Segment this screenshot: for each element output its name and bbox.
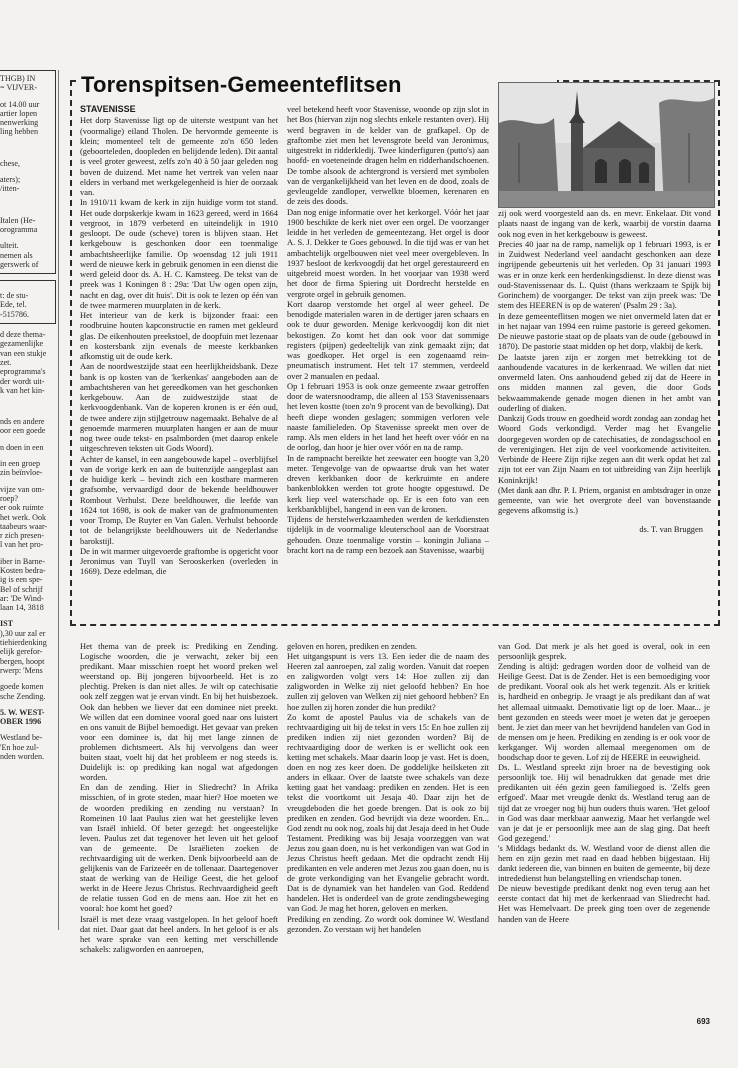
feature-paragraph: In de rampnacht bereikte het zeewater een hoogte van 3,20 meter. Tengevolge van de opwaartse druk van het water dreven kerkbanken door de kerkruimte en andere bankenblokken werden tot grote hoogte opgestuwd. De kerk liep veel waterschade op. Er is een foto van een kerkbankblijbel, hangend in een van de kronen.: [287, 452, 489, 514]
feature-title: Torenspitsen-Gemeenteflitsen: [77, 72, 557, 98]
article-paragraph: Israël is met deze vraag vastgelopen. In het geloof hoeft dat niet. Daar gaat dat heel anders. In het geloof is er als het ware sprake van een ketting met verschillende schakels: zaligworden en aanroepen,: [80, 913, 278, 954]
column-divider: [58, 70, 59, 930]
left-line: Italen (He-: [0, 215, 36, 225]
page-number: 693: [696, 1017, 710, 1026]
left-line: 5. W. WEST-: [0, 707, 45, 717]
feature-paragraph: In 1910/11 kwam de kerk in zijn huidige vorm tot stand. Het oude dorpskerkje kwam in 1623 gereed, werd in 1664 vergroot, in 1879 verbeterd en uiteindelijk in 1910 gesloopt. De oude (scheve) toren is blijven staan. Het kerkgebouw is geschonken door een toenmalige ambachtsheerlijke familie. Op woensdag 12 juli 1911 werd de nieuwe kerk in gebruik genomen in een dienst die werd geleid door ds. A. H. C. Kamsteeg. De tekst van de preek was 1 Koningen 8 : 29a: 'Dat Uw ogen open zijn, nacht en dag, over dit huis'. Dit is ook te lezen op één van de twee marmeren muurplaten in de kerk.: [80, 197, 278, 310]
left-line: ot 14.00 uur: [0, 99, 40, 109]
feature-paragraph: zij ook werd voorgesteld aan ds. en mevr. Enkelaar. Dit vond plaats naast de ingang van de kerk, waarbij de vorstin daarna ook nog even in het kerkgebouw is geweest.: [498, 208, 711, 239]
feature-paragraph: Precies 40 jaar na de ramp, namelijk op 1 februari 1993, is er in Zuidwest Nederland veel aandacht geschonken aan deze ingrijpende gebeurtenis uit het verleden. Op 31 januari 1993 was er in onze kerk een herdenkingsdienst. In deze dienst was oud-Stavenissenaar ds. L. Quist (thans werkzaam te Spijk bij Gorinchem) de voorganger. De tekst van zijn preek was: 'De stem des HEEREN is op de wateren' (Psalm 29 : 3a).: [498, 238, 711, 311]
left-line: ig is een spe-: [0, 575, 43, 585]
feature-column-2: [287, 104, 489, 555]
article-paragraph: En dan de zending. Hier in Sliedrecht? In Afrika misschien, of in grote steden, maar hier? Hoe moeten we de woorden prediking en zending nu verstaan? In Romeinen 10 laat Paulus zien wat het geestelijke leven van Israël inhield. Of beter gezegd: het ongeestelijke leven. Paulus zet dat tegenover het leven uit het geloof van de gemeente. De Israëlieten zoeken de rechtvaardiging uit de werken. Denk bijvoorbeeld aan de gelijkenis van de Farizeeër en de tollenaar. Daartegenover staat de werking van de Heilige Geest, die het geloof werkt in de Heere Jezus Christus. Rechtvaardigheid geeft de relatie tussen God en de mens aan. Hoe zit het en vooral: hoe komt het goed?: [80, 782, 278, 914]
left-line: artier lopen: [0, 108, 38, 118]
left-line: d deze thema-: [0, 330, 46, 340]
feature-paragraph: veel betekend heeft voor Stavenisse, woonde op zijn slot in het Bos (hiervan zijn nog slechts enkele restanten over). Hij werd begraven in de kelder van de grafkapel. Op de graftombe ziet men het levensgrote beeld van Jeronimus, uitgestrekt in ridderkledij. Twee kinderfiguren (putto's) aan hoofd- en voeteneinde dragen helm en ridderhandschoenen. De tombe alsook de achtergrond is versierd met symbolen van de vergankelijkheid van het leven en de dood, zoals de gevleugelde zandloper, verwelkte bloemen, kerenaren en de zeis des doods.: [287, 104, 489, 207]
left-line: nds en andere: [0, 417, 45, 427]
left-line: er ook ruimte: [0, 503, 44, 513]
feature-paragraph: (Met dank aan dhr. P. I. Priem, organist en ambtsdrager in onze gemeente, van wie het overgrote deel van bovenstaande gegevens afkomstig is.): [498, 484, 711, 516]
church-photo: [498, 82, 715, 208]
left-line: nemen als: [0, 250, 33, 260]
left-line: het werk. Ook: [0, 512, 47, 522]
left-box-2: [0, 280, 56, 324]
left-line: zin beïnvloe-: [0, 468, 43, 478]
left-line: vijze van om-: [0, 484, 45, 494]
feature-paragraph: Het interieur van de kerk is bijzonder fraai: een roodbruine houten kapconstructie en ramen met gekleurd glas. De eikenhouten preekstoel, de doopfuin met lezenaar en kostersbank zijn evenals de meeste kerkbanken afkomstig uit de oude kerk.: [80, 310, 278, 361]
article-column-1: [80, 641, 278, 954]
left-line: der wordt uit-: [0, 376, 45, 386]
feature-subhead: STAVENISSE: [80, 104, 136, 114]
article-paragraph: geloven en horen, prediken en zenden.: [287, 641, 418, 651]
left-line: roep?: [0, 493, 18, 503]
article-paragraph: van God. Dat merk je als het goed is overal, ook in een persoonlijk gesprek.: [498, 641, 710, 662]
article-paragraph: Zending is altijd: gedragen worden door de volheid van de Heilige Geest. Dat is de Zender. Het is een bemoediging voor de predikant. Vooral ook als het werk tegenzit. Als er kritiek is, hardheid en onbegrip. Je vraagt je als predikant dan af wat het allemaal uitmaakt. Demotivatie ligt op de loer. Maar... je bent gezonden en steeds weer moet je weten dat je geroepen bent. Je ziet dan meer van het bevrijdend handelen van God in de mensen om je heen. Prediking en zending is er ook voor de kerkganger. Wij worden allemaal meegenomen om de boodschap door te geven. Lof zij de HEERE in eeuwigheid.: [498, 661, 710, 763]
left-line: chese,: [0, 158, 20, 168]
left-line: van een stukje: [0, 348, 47, 358]
left-line: orogramma: [0, 224, 38, 234]
article-paragraph: Prediking en zending. Zo wordt ook dominee W. Westland gezonden. Zo verstaan wij het handelen: [287, 913, 489, 934]
left-line: ling hebben: [0, 127, 38, 137]
left-line: /itten-: [0, 184, 20, 194]
left-line: r zich presen-: [0, 531, 45, 541]
feature-paragraph: Het dorp Stavenisse ligt op de uiterste westpunt van het (voormalige) eiland Tholen. De hervormde gemeente is klein; momenteel telt de gemeente zo'n 650 leden (geboorteleden, doopleden en belijdende leden). Dit aantal is veel groter geweest, zelfs zo'n 40 à 50 jaar geleden nog boven de duizend. Met name het vertrek van velen naar elders in verband met werkgelegenheid is hier de oorzaak van.: [80, 115, 278, 197]
feature-paragraph: Kort daarop verstomde het orgel al weer geheel. De benodigde materialen waren in de dertiger jaren schaars en ook te duur geworden. Menige kerkvoogdij kon dit niet bekostigen. Zo komt het dan ook voor dat sommige registers (pijpen) gedeeltelijk van zink gemaakt zijn; dat was goedkoper. Het orgel is een zogenaamd rein-pneumatisch instrument. Het telt 17 stemmen, verdeeld over 2 manualen en pedaal.: [287, 298, 489, 381]
feature-paragraph: De in wit marmer uitgevoerde graftombe is opgericht voor Jeronimus van Tuyll van Serooskerken (overleden in 1669). Deze edelman, die: [80, 545, 278, 577]
church-illustration: [499, 83, 714, 207]
left-line: zet.: [0, 357, 12, 367]
article-paragraph: Zo komt de apostel Paulus via de schakels van de rechtvaardiging uit bij de tekst in vers 15: En hoe zullen zij prediken indien zij niet gezonden worden? Bij de rechtvaardiging door de werken is er wellicht ook een ketting met schakels. Maar daarin loop je vast. Het is doen, doen en nog zes keer doen. De goddelijke heilsketen zit anders in elkaar. Over de laatste twee schakels van deze ketting gaat het vandaag: prediken en zenden. Het is een tekst die voortkomt uit Jesaja 40. Daar zijn het de vreugdeboden die het goede brengen. Dat is ook zo bij prediken en zenden. God bevrijdt via deze woorden. En... God zendt nu ook nog, zoals hij dat Jesaja deed in het Oude Testament. Prediking was bij Jesaja voorzeggen van wat Jezus zou gaan doen, nu is het verkondigen van wat God in Jezus Christus heeft gedaan. Met die opdracht zendt Hij predikanten en vele anderen met Jezus zou gaan doen, nu is de grote verkondiging van het Evangelie gebracht wordt. Dat is de dynamiek van het handelen van God. Reddend handelen. Het is onderdeel van de grote zendingsbeweging van God. Je mag het horen, geloven en merken.: [287, 711, 489, 914]
left-line: k van het kin-: [0, 385, 45, 395]
feature-column-1: [80, 104, 278, 577]
feature-paragraph: Dan nog enige informatie over het kerkorgel. Vóór het jaar 1900 beschikte de kerk niet over een orgel. De voorzanger leidde in het verleden de gemeentezang. Het orgel is door A. S. J. Dekker te Goes gebouwd. In die tijd was er van het ambachtelijk orgelbouwen niet veel meer overgebleven. In 1937 besloot de kerkvoogdij dat het orgel gerestaureerd en uitgebreid moest worden. In het voorjaar van 1938 werd het door de firma Spiering uit Dordrecht herstelde en vergrote orgel in gebruik genomen.: [287, 206, 489, 299]
feature-paragraph: In deze gemeenteflitsen mogen we niet onvermeld laten dat er in het najaar van 1994 een ruime pastorie is gereed gekomen. De nieuwe pastorie staat op de plaats van de oude (gebouwd in 1870). De pastorie staat midden op het dorp, vlakbij de kerk.: [498, 310, 711, 352]
feature-paragraph: De laatste jaren zijn er zorgen met betrekking tot de aanhoudende vacatures in de kerkenraad. We willen dat niet onvermeld laten. Ons aanhoudend gebed zij dat de Heere in ons midden mannen zal geven, die door Gods bekwaammakende genade mogen dienen in het ambt van ouderling of diaken.: [498, 351, 711, 413]
left-line: OBER 1996: [0, 717, 42, 727]
left-line: in een groep: [0, 459, 41, 469]
left-line: ),30 uur zal er: [0, 628, 46, 638]
left-box-1: [0, 70, 56, 274]
left-line: gerswerk of: [0, 259, 39, 269]
article-paragraph: De nieuw bevestigde predikant denkt nog even terug aan het eerste contact dat hij met de kerkenraad van Sliedrecht had. Het was Hemelvaart. De preek ging toen over de zegenende handen van de Heere: [498, 883, 710, 924]
article-paragraph: 's Middags bedankt ds. W. Westland voor de dienst allen die hem en zijn gezin met raad en daad hebben bijgestaan. Hij dankt iedereen die, van binnen en buiten de gemeente, bij deze intrededienst hun belangstelling en vriendschap tonen.: [498, 842, 710, 884]
feature-paragraph: Dankzij Gods trouw en goedheid wordt zondag aan zondag het Woord Gods verkondigd. Verder mag het Evangelie doorgegeven worden op de catechisaties, de zondagsschool en de verenigingen. Het zijn de veel voorkomende activiteiten. Verbinde de Heere Zijn rijke zegen aan dit werk opdat het zal zijn tot eer van Zijn Naam en tot uitbreiding van Zijn heerlijk Koninkrijk!: [498, 413, 711, 485]
left-line: oor een goede: [0, 426, 46, 436]
feature-paragraph: Op 1 februari 1953 is ook onze gemeente zwaar getroffen door de watersnoodramp, die alleen al 153 Stavenissenaars het leven kostte (toen zo'n 9 procent van de bevolking). Dat heeft diepe wonden geslagen; sommigen verloren vele naaste familieleden. Op Stavenisse spreekt men over de ramp. Als men elders in het land het heeft over vóór en na de oorlog, dan hoor je hier over vóór en na de ramp.: [287, 380, 489, 453]
left-line: ar: 'De Wind-: [0, 593, 44, 603]
left-line: l van het pro-: [0, 540, 44, 550]
left-line: ulteit.: [0, 241, 19, 251]
left-line: eprogramma's: [0, 367, 46, 377]
left-line: aters);: [0, 175, 21, 185]
left-line: nenwerking: [0, 118, 39, 128]
left-line: n doen in een: [0, 442, 44, 452]
left-line: Bel of schrijf: [0, 584, 43, 594]
left-line: IST: [0, 619, 14, 629]
article-paragraph: Ds. L. Westland spreekt zijn broer na de bevestiging ook persoonlijk toe. Hij wil benadrukken dat genade met drie predikanten uit één gezin geen familiegoed is. 'Zelfs geen erfgoed'. Maar met vreugde denkt ds. Westland terug aan de tijd dat ze vroeger nog bij hun ouders thuis waren. 'Het geloof in God was daar merkbaar aanwezig. Maar het verlangde wel van je dat je er persoonlijk mee aan de slag ging. Dat heeft God gezegend.': [498, 762, 710, 843]
left-line: rwerp: 'Mens: [0, 665, 43, 675]
left-line: t: de stu-: [0, 291, 29, 301]
left-line: tiehierdenking: [0, 638, 47, 648]
left-line: THGB) IN: [0, 74, 36, 83]
left-line: nden worden.: [0, 752, 45, 762]
left-line: -515786.: [0, 309, 29, 319]
left-line: laan 14, 3818: [0, 603, 44, 613]
left-line: bergen, hoopt: [0, 656, 45, 666]
left-line: taabeurs waar-: [0, 521, 48, 531]
feature-paragraph: Achter de kansel, in een aangebouwde kapel – overblijfsel van de vorige kerk en aan de buitenzijde aangeplast aan de huidige kerk – bevindt zich een kostbare marmeren grafsombe, vervaardigd door de bekende beeldhouwer Rombout Verhulst. Deze beeldhouwer, die leefde van 1624 tot 1698, is ook de maker van de grafmonumenten voor Tromp, De Ruyter en Van Galen. Verhulst behoorde tot de belangrijkste beeldhouwers uit de Nederlandse barokstijl.: [80, 453, 278, 546]
left-line: gezamenlijke: [0, 339, 44, 349]
feature-paragraph: Aan de noordwestzijde staat een heerlijkheidsbank. Deze bank is op kosten van de 'kerkenkas' aangeboden aan de ambachtsheren van het gereedkomen van het geschonken kerkgebouw. Aan de zuidwestzijde staat de kerkvoogdenbank. Van de koperen kronen is er één oud, de twee andere zijn stijlgetrouw nagemaakt. Behalve de al genoemde marmeren muurplaten hangen er aan de muur nog twee oude tekst- en psalmborden (met daarop enkele uitgeschreven teksten uit Gods Woord).: [80, 361, 278, 454]
article-column-3: [498, 641, 710, 924]
left-line: 'En hoe zul-: [0, 742, 39, 752]
left-line: Kosten bedra-: [0, 565, 46, 575]
left-line: = VIJVER-: [0, 83, 38, 93]
left-line: Westland be-: [0, 733, 43, 743]
left-line: elijk gerefor-: [0, 647, 43, 657]
left-line: goede komen: [0, 682, 44, 692]
left-line: sche Zending.: [0, 691, 46, 701]
left-line: iber in Barne-: [0, 556, 45, 566]
article-paragraph: Het uitgangspunt is vers 13. Een ieder die de naam des Heeren zal aanroepen, zal zalig worden. Vanuit dat roepen en zaligworden volgt vers 14: Hoe zullen zij dan zaligworden in Welke zij niet geloofd hebben? En hoe zullen zij geloven van Welken zij niet gehoord hebben? En hoe zullen zij horen zonder die hun predikt?: [287, 651, 489, 712]
left-line: Ede, tel.: [0, 300, 27, 310]
feature-column-3: [498, 208, 711, 534]
author-signature: ds. T. van Bruggen: [639, 523, 703, 534]
article-column-2: [287, 641, 489, 934]
left-clipped-column: [0, 70, 56, 940]
feature-paragraph: Tijdens de herstelwerkzaamheden werden de kerkdiensten tijdelijk in de voormalige kleuterschool aan de Voorstraat gehouden. Onze toenmalige vorstin – koningin Juliana – bracht kort na de ramp een bezoek aan Stavenisse, waarbij: [287, 514, 489, 555]
article-paragraph: Het thema van de preek is: Prediking en Zending. Logische woorden, die je verwacht, zeker bij een predikant. Maar misschien roept het woord preken wel weerstand op. Bij jongeren bijvoorbeeld. Het is zo plechtig. Preken is dan niet alles. Je wilt op catechisatie ook zelf zeggen wat je ervan vindt. En bij het huisbezoek. Ook dan hebben we liever dat een dominee niet preekt. We willen dat een dominee vooral goed naar ons luistert en ons vanuit de Bijbel bemoedigt. Het gevaar van preken voor een dominee is, dat hij met lange zinnen de problemen dichtsmeert. Als hij vervolgens dan weer buiten staat, voelt hij dat het probleem er nog steeds is. Duidelijk is: op prediking kan nogal wat afgedongen worden.: [80, 641, 278, 783]
